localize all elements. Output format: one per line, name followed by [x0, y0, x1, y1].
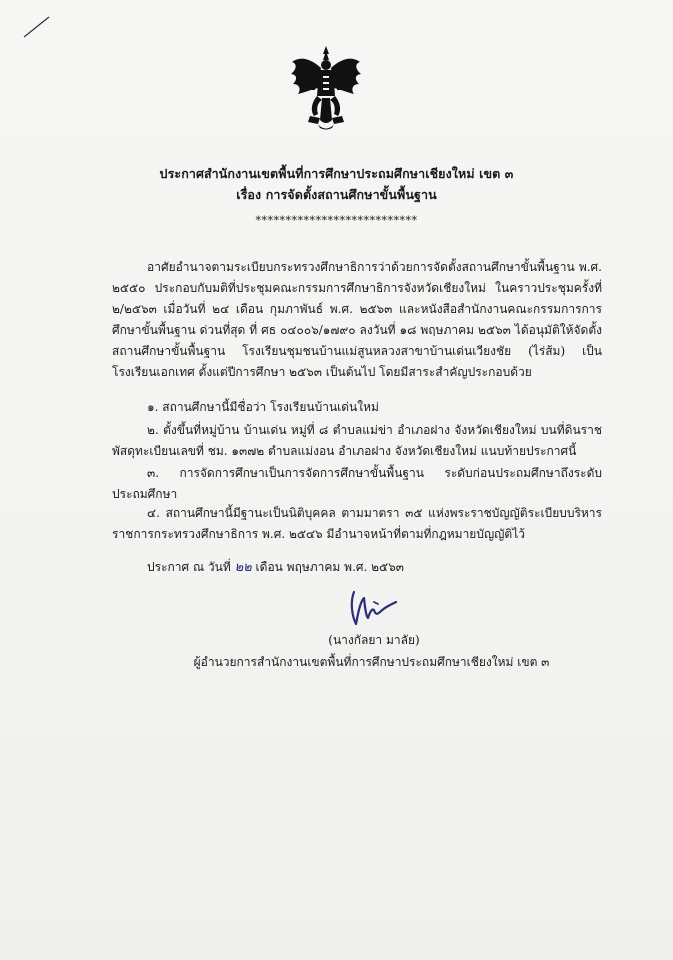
- signer-position: ผู้อำนวยการสำนักงานเขตพื้นที่การศึกษาประถมศึกษาเชียงใหม่ เขต ๓: [193, 655, 550, 669]
- signature-icon: [340, 588, 404, 628]
- pen-stroke-mark: [22, 14, 52, 40]
- announce-prefix: ประกาศ ณ วันที่: [147, 560, 231, 574]
- list-item-2: ๒. ตั้งขึ้นที่หมู่บ้าน บ้านเด่น หมู่ที่ ๘ ตำบลแม่ข่า อำเภอฝาง จังหวัดเชียงใหม่ บนที่ดินราชพัสดุทะเบียนเลขที่ ชม. ๑๓๗๒ ตำบลแม่งอน อำเภอฝาง จังหวัดเชียงใหม่ แนบท้ายประกาศนี้: [112, 423, 602, 458]
- document-title-line2: เรื่อง การจัดตั้งสถานศึกษาขั้นพื้นฐาน: [236, 187, 437, 202]
- garuda-emblem-icon: [288, 44, 364, 130]
- main-paragraph: อาศัยอำนาจตามระเบียบกระทรวงศึกษาธิการว่าด้วยการจัดตั้งสถานศึกษาขั้นพื้นฐาน พ.ศ. ๒๕๕๐ ประกอบกับมติที่ประชุมคณะกรรมการศึกษาธิการจังหวัดเชียงใหม่ ในคราวประชุมครั้งที่ ๒/๒๕๖๓ เมื่อวันที่ ๒๔ เดือน กุมภาพันธ์ พ.ศ. ๒๕๖๓ และหนังสือสำนักงานคณะกรรมการการศึกษาขั้นพื้นฐาน ด่วนที่สุด ที่ ศธ ๐๔๐๐๖/๑๗๙๐ ลงวันที่ ๑๘ พฤษภาคม ๒๕๖๓ ได้อนุมัติให้จัดตั้งสถานศึกษาขั้นพื้นฐาน โรงเรียนชุมชนบ้านแม่สูนหลวงสาขาบ้านเด่นเวียงชัย (ไร่ส้ม) เป็นโรงเรียนเอกเทศ ตั้งแต่ปีการศึกษา ๒๕๖๓ เป็นต้นไป โดยมีสาระสำคัญประกอบด้วย: [112, 260, 602, 379]
- list-item-1: ๑. สถานศึกษานี้มีชื่อว่า โรงเรียนบ้านเด่นใหม่: [147, 400, 379, 414]
- separator-stars: ***************************: [255, 214, 418, 227]
- list-item-4: ๔. สถานศึกษานี้มีฐานะเป็นนิติบุคคล ตามมาตรา ๓๕ แห่งพระราชบัญญัติระเบียบบริหารราชการกระทรวงศึกษาธิการ พ.ศ. ๒๕๔๖ มีอำนาจหน้าที่ตามที่กฎหมายบัญญัติไว้: [112, 506, 602, 541]
- list-item-3: ๓. การจัดการศึกษาเป็นการจัดการศึกษาขั้นพื้นฐาน ระดับก่อนประถมศึกษาถึงระดับประถมศึกษา: [112, 466, 602, 501]
- handwritten-day: ๒๒: [234, 560, 252, 575]
- announcement-date: [147, 556, 404, 577]
- signer-name: (นางกัลยา มาลัย): [328, 633, 420, 647]
- announce-suffix: เดือน พฤษภาคม พ.ศ. ๒๕๖๓: [255, 560, 404, 574]
- document-title-line1: ประกาศสำนักงานเขตพื้นที่การศึกษาประถมศึกษาเชียงใหม่ เขต ๓: [159, 166, 514, 181]
